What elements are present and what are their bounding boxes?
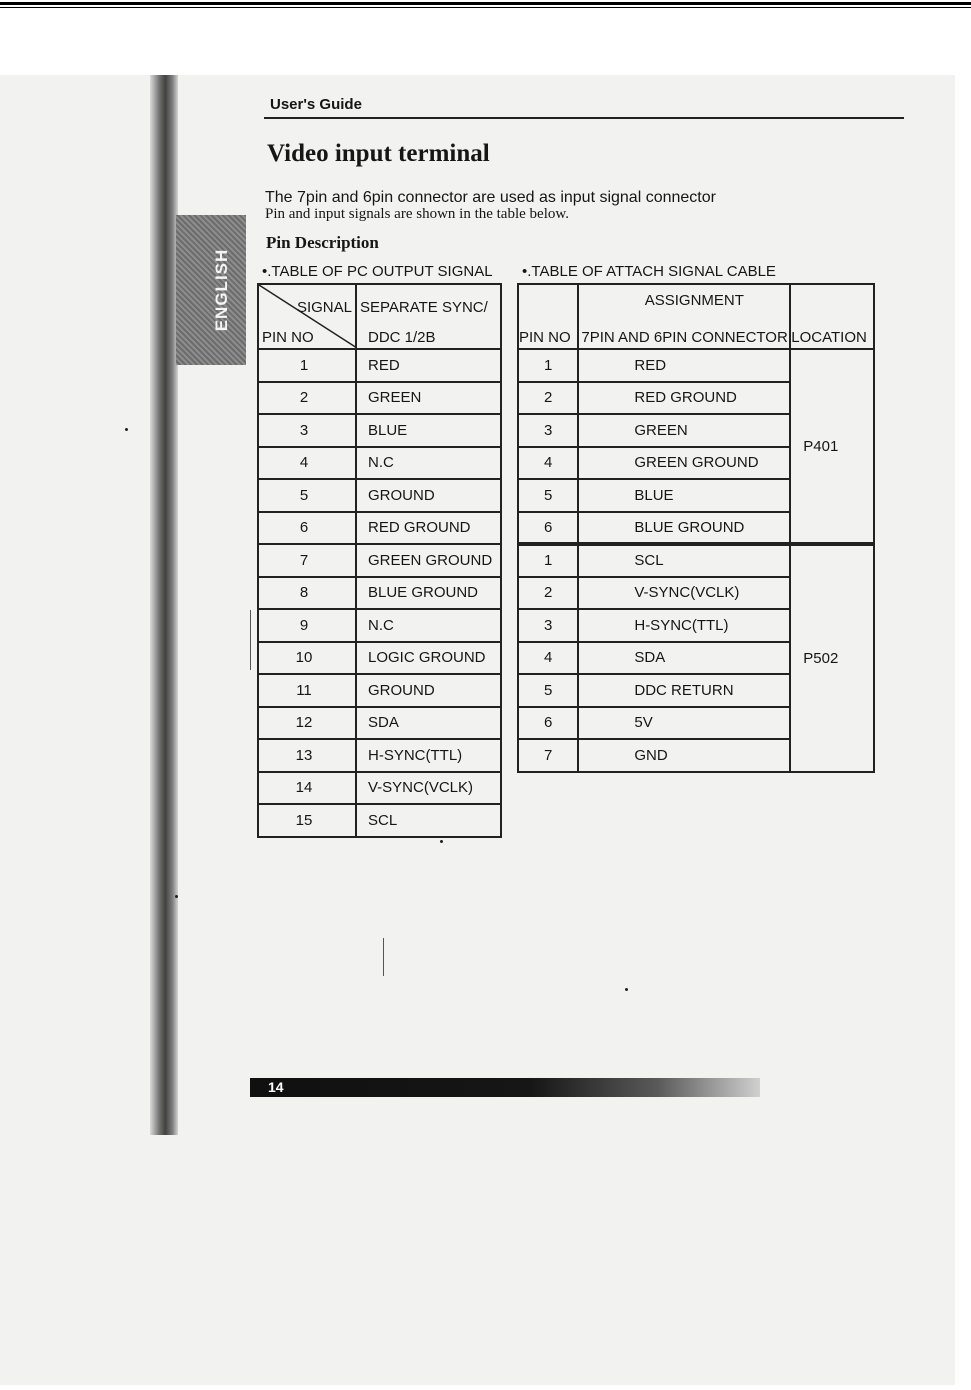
pin-number-cell: 9 — [258, 609, 356, 642]
header-location-cell — [790, 284, 874, 349]
table-row — [258, 674, 501, 707]
diagonal-header-cell — [258, 284, 356, 349]
table-row — [258, 479, 501, 512]
pin-number-cell: 8 — [258, 577, 356, 610]
footer-bar — [250, 1078, 760, 1097]
table-row — [258, 804, 501, 837]
location-cell: P502 — [790, 544, 874, 772]
table-row — [258, 414, 501, 447]
table-row — [258, 512, 501, 545]
table-row — [258, 447, 501, 480]
section-heading: Pin Description — [266, 233, 379, 252]
table-header-row — [258, 284, 501, 349]
header-rule — [264, 117, 904, 119]
pin-number-cell: 13 — [258, 739, 356, 772]
table-row — [258, 349, 501, 382]
connector-signal-cell: H-SYNC(TTL) — [578, 609, 790, 642]
pin-number-cell: 1 — [258, 349, 356, 382]
binding-shadow — [150, 75, 178, 1135]
connector-signal-cell: RED GROUND — [578, 382, 790, 415]
signal-cell: LOGIC GROUND — [356, 642, 501, 675]
header-pin-no: PIN NO — [519, 329, 571, 346]
signal-cell: SCL — [356, 804, 501, 837]
pin-number-cell: 3 — [258, 414, 356, 447]
table-row — [258, 577, 501, 610]
pin-number-cell: 3 — [518, 414, 578, 447]
pin-number-cell: 6 — [258, 512, 356, 545]
table-row — [518, 544, 874, 577]
signal-cell: BLUE — [356, 414, 501, 447]
scan-speck — [440, 840, 443, 843]
connector-signal-cell: GREEN — [578, 414, 790, 447]
pin-number-cell: 10 — [258, 642, 356, 675]
connector-signal-cell: 5V — [578, 707, 790, 740]
connector-signal-cell: BLUE GROUND — [578, 512, 790, 545]
top-rule-thin — [0, 7, 971, 8]
pin-number-cell: 4 — [518, 642, 578, 675]
pin-number-cell: 7 — [258, 544, 356, 577]
signal-cell: SDA — [356, 707, 501, 740]
running-header: User's Guide — [270, 96, 362, 113]
connector-signal-cell: DDC RETURN — [578, 674, 790, 707]
table-row — [258, 739, 501, 772]
intro-line-2: Pin and input signals are shown in the table below. — [265, 206, 569, 222]
language-tab — [176, 215, 246, 365]
pin-number-cell: 4 — [258, 447, 356, 480]
signal-cell: GROUND — [356, 479, 501, 512]
attach-table-body — [518, 349, 874, 772]
connector-signal-cell: SDA — [578, 642, 790, 675]
pin-number-cell: 3 — [518, 609, 578, 642]
table-row — [258, 382, 501, 415]
signal-cell: RED GROUND — [356, 512, 501, 545]
pin-number-cell: 14 — [258, 772, 356, 805]
signal-cell: BLUE GROUND — [356, 577, 501, 610]
signal-cell: H-SYNC(TTL) — [356, 739, 501, 772]
pin-number-cell: 7 — [518, 739, 578, 772]
pin-number-cell: 5 — [518, 479, 578, 512]
intro-line-1: The 7pin and 6pin connector are used as input signal connector — [265, 189, 716, 206]
attach-table-caption: •.TABLE OF ATTACH SIGNAL CABLE — [522, 263, 776, 280]
scan-mark — [383, 938, 384, 976]
connector-signal-cell: GREEN GROUND — [578, 447, 790, 480]
table-row — [518, 349, 874, 382]
language-tab-label: ENGLISH — [212, 248, 231, 332]
table-row — [258, 544, 501, 577]
signal-cell: V-SYNC(VCLK) — [356, 772, 501, 805]
scan-speck — [175, 895, 178, 898]
attach-signal-cable-table — [517, 283, 875, 773]
header-connector: 7PIN AND 6PIN CONNECTOR — [581, 329, 788, 346]
pin-number-cell: 5 — [518, 674, 578, 707]
signal-cell: N.C — [356, 447, 501, 480]
table-row — [258, 642, 501, 675]
pin-number-cell: 6 — [518, 512, 578, 545]
scan-mark — [250, 610, 251, 670]
pin-number-cell: 12 — [258, 707, 356, 740]
table-header-row — [518, 284, 874, 316]
pin-number-cell: 5 — [258, 479, 356, 512]
header-signal: SIGNAL — [296, 299, 352, 316]
header-pin-no-cell — [518, 284, 578, 349]
pin-number-cell: 1 — [518, 544, 578, 577]
connector-header-cell — [578, 316, 790, 349]
pc-table-body — [258, 349, 501, 837]
header-pin-no: PIN NO — [262, 329, 314, 346]
signal-cell: GREEN — [356, 382, 501, 415]
location-cell: P401 — [790, 349, 874, 544]
pin-number-cell: 1 — [518, 349, 578, 382]
connector-signal-cell: RED — [578, 349, 790, 382]
pc-table-caption: •.TABLE OF PC OUTPUT SIGNAL — [262, 263, 493, 280]
page-title: Video input terminal — [267, 140, 490, 167]
connector-signal-cell: V-SYNC(VCLK) — [578, 577, 790, 610]
signal-cell: GREEN GROUND — [356, 544, 501, 577]
table-row — [258, 707, 501, 740]
pin-number-cell: 2 — [518, 382, 578, 415]
pc-output-signal-table — [257, 283, 502, 838]
header-separate-sync: SEPARATE SYNC/ — [360, 299, 488, 316]
table-row — [258, 772, 501, 805]
pin-number-cell: 15 — [258, 804, 356, 837]
signal-header-cell — [356, 284, 501, 349]
pin-number-cell: 2 — [518, 577, 578, 610]
connector-signal-cell: SCL — [578, 544, 790, 577]
pin-number-cell: 2 — [258, 382, 356, 415]
connector-signal-cell: GND — [578, 739, 790, 772]
scan-speck — [125, 428, 128, 431]
header-assignment: ASSIGNMENT — [644, 292, 744, 309]
pin-number-cell: 6 — [518, 707, 578, 740]
connector-signal-cell: BLUE — [578, 479, 790, 512]
header-location: LOCATION — [791, 329, 867, 346]
signal-cell: GROUND — [356, 674, 501, 707]
signal-cell: N.C — [356, 609, 501, 642]
table-row — [258, 609, 501, 642]
header-ddc: DDC 1/2B — [368, 329, 436, 346]
intro-text — [265, 189, 865, 223]
scan-speck — [625, 988, 628, 991]
top-rule — [0, 2, 971, 5]
signal-cell: RED — [356, 349, 501, 382]
assignment-header-cell — [578, 284, 790, 316]
pin-number-cell: 11 — [258, 674, 356, 707]
page-number: 14 — [268, 1079, 284, 1095]
pin-number-cell: 4 — [518, 447, 578, 480]
